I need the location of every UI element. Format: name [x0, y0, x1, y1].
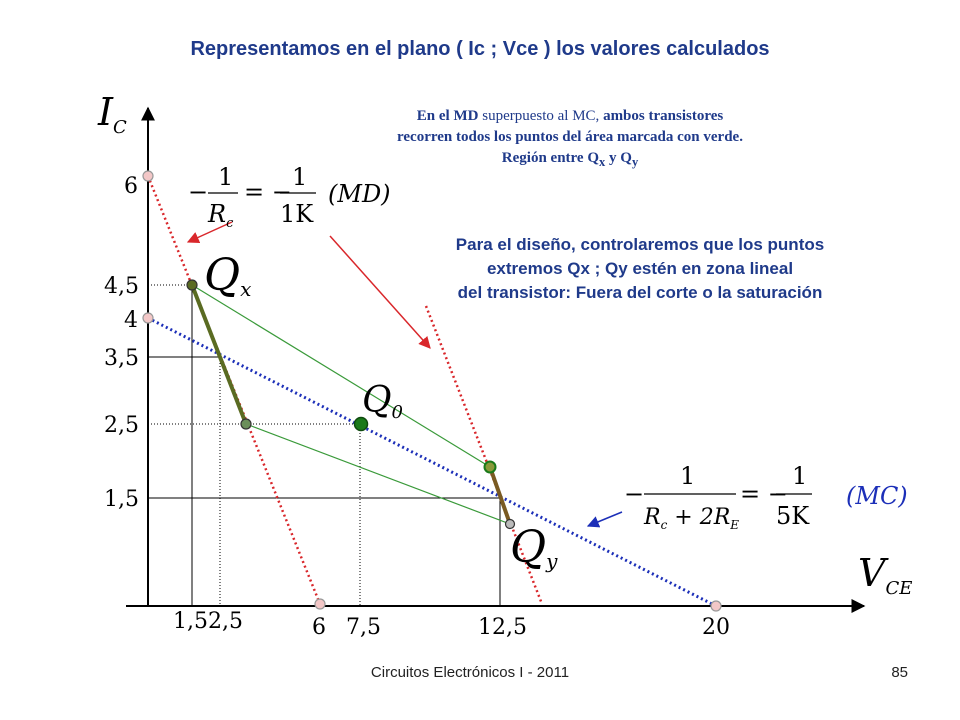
md-note-middle: superpuesto al MC,	[478, 108, 604, 124]
intercept-md-x	[315, 599, 325, 609]
svg-text:−: −	[624, 480, 645, 508]
label-qx: Qx	[204, 250, 252, 301]
arrow-md-right	[330, 236, 430, 348]
svg-text:= −: = −	[244, 178, 292, 206]
intercept-md-y	[143, 171, 153, 181]
equation-md	[188, 163, 391, 231]
md-note-md: MD	[453, 108, 479, 124]
design-note-line2: extremos Qx ; Qy estén en zona lineal	[486, 259, 794, 278]
svg-text:−: −	[188, 178, 209, 206]
region-bottom-edge	[246, 424, 510, 524]
md-note-line3: Región entre Q	[501, 150, 600, 166]
design-note-line1: Para el diseño, controlaremos que los puntos	[455, 235, 825, 254]
x-tick-20: 20	[702, 615, 730, 640]
y-tick-3-5: 3,5	[104, 346, 139, 371]
page-number: 85	[891, 664, 908, 681]
svg-text:1: 1	[792, 462, 808, 490]
x-tick-7-5: 7,5	[346, 615, 381, 640]
x-tick-1-5: 1,5	[173, 609, 208, 634]
svg-text:1: 1	[680, 462, 696, 490]
md-note-prefix: En el	[416, 108, 454, 124]
region-top-edge	[192, 285, 490, 467]
x-tick-6: 6	[312, 615, 326, 640]
point-qy-top	[485, 462, 496, 473]
svg-text:(MD): (MD)	[328, 180, 391, 208]
label-q0: Q0	[362, 380, 403, 423]
point-qx-bottom	[241, 419, 251, 429]
y-tick-1-5: 1,5	[104, 487, 139, 512]
x-tick-2-5: 2,5	[208, 609, 243, 634]
svg-text:Rc + 2RE: $R_c + 2R_E$	[644, 505, 740, 532]
y-axis-label: $I_C$	[98, 90, 127, 138]
md-note-and: y Q	[605, 150, 632, 166]
y-tick-2-5: 2,5	[104, 413, 139, 438]
intercept-mc-x	[711, 601, 721, 611]
svg-text:1K: 1K	[280, 200, 314, 228]
label-qy: Qy	[510, 522, 558, 573]
md-note-sub-y: y	[631, 155, 639, 169]
segment-qx	[192, 285, 246, 424]
svg-text:(MC): (MC)	[846, 482, 908, 510]
svg-text:1: 1	[218, 163, 234, 191]
slide-title: Representamos en el plano ( Ic ; Vce ) los valores calculados	[190, 38, 770, 60]
equation-mc	[624, 462, 908, 532]
intercept-mc-y	[143, 313, 153, 323]
y-tick-6: 6	[124, 174, 138, 199]
point-qx-top	[187, 280, 197, 290]
svg-text:Rc: $R_c$	[208, 200, 234, 231]
y-tick-4-5: 4,5	[104, 274, 139, 299]
md-note-rest: ambos transistores	[603, 108, 724, 124]
design-note-line3: del transistor: Fuera del corte o la saturación	[457, 283, 823, 302]
svg-text:1: 1	[292, 163, 308, 191]
md-note-line2: recorren todos los puntos del área marcada con verde.	[397, 129, 743, 145]
x-axis-label: $V_{CE}$	[858, 551, 913, 599]
x-tick-12-5: 12,5	[478, 615, 527, 640]
mc-line	[148, 318, 716, 606]
svg-text:= −: = −	[740, 480, 788, 508]
y-tick-4: 4	[124, 308, 138, 333]
arrow-mc-eq	[588, 512, 622, 526]
md-note-sub-x: x	[599, 155, 606, 169]
footer: Circuitos Electrónicos I - 2011	[370, 664, 570, 681]
svg-text:5K: 5K	[776, 502, 810, 530]
